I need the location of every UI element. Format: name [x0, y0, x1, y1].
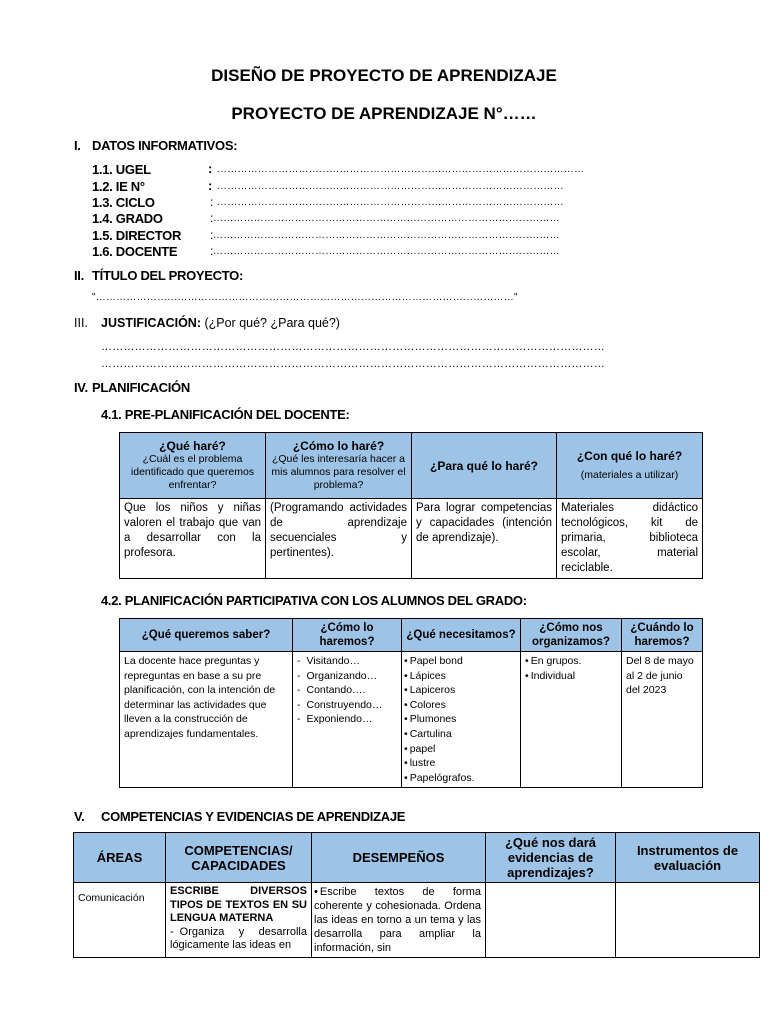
field-label: 1.6. DOCENTE — [92, 244, 178, 259]
field-colon: : — [208, 161, 213, 176]
section-2-number: II. — [74, 268, 84, 283]
table-cell: Para lograr competencias y capacidades (intención de aprendizaje). — [412, 499, 557, 579]
field-colon: : — [208, 178, 213, 193]
table-cell: Del 8 de mayo al 2 de junio del 2023 — [622, 652, 703, 788]
project-title: PROYECTO DE APRENDIZAJE N°…… — [231, 104, 537, 123]
field-value-ugel[interactable]: ……………………………………………………………………………………………… — [217, 164, 585, 175]
table-header: ¿Qué queremos saber? — [120, 619, 293, 652]
materials-list — [404, 654, 516, 785]
section-5-number: V. — [74, 809, 85, 824]
justification-line[interactable]: ……………………………………………………………………………………………………………………… — [101, 341, 605, 353]
capacity-item: - Organiza y desarrolla lógicamente las ideas en — [170, 926, 307, 953]
header-subtitle: ¿Cuál es el problema identificado que queremos enfrentar? — [130, 453, 255, 491]
project-title-line[interactable]: "……………………………………………………………………………………………………………" — [92, 292, 518, 303]
table-cell — [402, 652, 521, 788]
field-label: 1.5. DIRECTOR — [92, 228, 182, 243]
section-5-heading: COMPETENCIAS Y EVIDENCIAS DE APRENDIZAJE — [101, 809, 406, 824]
list-item: • Plumones — [404, 712, 516, 727]
field-colon: : — [210, 244, 214, 258]
field-label: 1.4. GRADO — [92, 211, 163, 226]
table-header: ¿Qué nos dará evidencias de aprendizajes? — [486, 833, 616, 883]
list-item: - Contando…. — [297, 683, 397, 698]
table-cell: Que los niños y niñas valoren el trabajo que van a desarrollar con la profesora. — [120, 499, 266, 579]
subsection-4-2-heading: 4.2. PLANIFICACIÓN PARTICIPATIVA CON LOS ALUMNOS DEL GRADO: — [101, 593, 527, 608]
section-3-number: III. — [74, 316, 88, 330]
field-value-docente[interactable]: ………………………………………………………………………………………… — [213, 246, 560, 257]
section-2-heading: TÍTULO DEL PROYECTO: — [92, 268, 243, 283]
list-item: • Cartulina — [404, 727, 516, 742]
table-header: ¿Cómo nos organizamos? — [521, 619, 622, 652]
table-cell: Materiales didáctico tecnológicos, kit de primaria, biblioteca escolar, material reciclable. — [557, 499, 703, 579]
table-cell — [521, 652, 622, 788]
section-3-subtitle: (¿Por qué? ¿Para qué?) — [201, 316, 340, 330]
field-colon: : — [210, 228, 214, 242]
table-cell-competency — [166, 883, 312, 958]
list-item: • Papel bond — [404, 654, 516, 669]
field-label: 1.1. UGEL — [92, 162, 151, 177]
field-value-director[interactable]: ………………………………………………………………………………………… — [213, 230, 560, 241]
list-item: - Exponiendo… — [297, 712, 397, 727]
organization-list — [525, 654, 617, 683]
section-4-number: IV. — [74, 380, 88, 395]
table-header: ¿Cuándo lo haremos? — [622, 619, 703, 652]
activity-list — [297, 654, 397, 727]
list-item: • Colores — [404, 698, 516, 713]
list-item: - Visitando… — [297, 654, 397, 669]
section-3-heading-line — [101, 316, 340, 330]
justification-line[interactable]: ……………………………………………………………………………………………………………………… — [101, 358, 605, 370]
table-header: ¿Qué necesitamos? — [402, 619, 521, 652]
performance-item: • Escribe textos de forma coherente y cohesionada. Ordena las ideas en torno a un tema y las desarrolla para ampliar la información, sin — [314, 885, 481, 955]
table-cell — [486, 883, 616, 958]
table-header — [557, 433, 703, 499]
field-label: 1.3. CICLO — [92, 195, 155, 210]
table-header: DESEMPEÑOS — [312, 833, 486, 883]
table-header — [266, 433, 412, 499]
header-title: ¿Qué haré? — [159, 439, 226, 453]
table-header — [412, 433, 557, 499]
list-item: • En grupos. — [525, 654, 617, 669]
table-header: ¿Cómo lo haremos? — [293, 619, 402, 652]
list-item: • Individual — [525, 669, 617, 684]
participative-planning-table — [119, 618, 703, 788]
list-item: • papel — [404, 742, 516, 757]
field-value-grado[interactable]: ………………………………………………………………………………………… — [213, 213, 560, 224]
section-1-heading: DATOS INFORMATIVOS: — [92, 138, 238, 153]
section-3-heading: JUSTIFICACIÓN: — [101, 316, 201, 330]
competencies-table — [73, 832, 760, 958]
pre-planning-table — [119, 432, 703, 579]
table-cell-area: Comunicación — [74, 883, 166, 958]
table-cell — [293, 652, 402, 788]
header-title: ¿Cómo lo haré? — [292, 439, 385, 453]
list-item: • lustre — [404, 756, 516, 771]
table-header: ÁREAS — [74, 833, 166, 883]
field-colon: : — [210, 211, 214, 225]
field-colon: : — [210, 195, 214, 209]
table-header: COMPETENCIAS/ CAPACIDADES — [166, 833, 312, 883]
field-value-ciclo[interactable]: ………………………………………………………………………………………… — [217, 197, 564, 208]
table-header — [120, 433, 266, 499]
header-title: ¿Con qué lo haré? — [576, 449, 683, 463]
competency-title: ESCRIBE DIVERSOS TIPOS DE TEXTOS EN SU LENGUA MATERNA — [170, 885, 307, 924]
list-item: • Lapiceros — [404, 683, 516, 698]
list-item: - Organizando… — [297, 669, 397, 684]
header-title: ¿Para qué lo haré? — [429, 458, 539, 473]
list-item: • Papelógrafos. — [404, 771, 516, 786]
document-title: DISEÑO DE PROYECTO DE APRENDIZAJE — [211, 66, 557, 85]
field-value-ie[interactable]: ………………………………………………………………………………………… — [217, 181, 564, 192]
subsection-4-1-heading: 4.1. PRE-PLANIFICACIÓN DEL DOCENTE: — [101, 407, 350, 422]
table-header: Instrumentos de evaluación — [616, 833, 760, 883]
list-item: - Construyendo… — [297, 698, 397, 713]
table-cell-performance — [312, 883, 486, 958]
table-cell: (Programando actividades de aprendizaje secuenciales y pertinentes). — [266, 499, 412, 579]
header-subtitle: ¿Qué les interesaría hacer a mis alumnos para resolver el problema? — [271, 453, 406, 491]
list-item: • Lápices — [404, 669, 516, 684]
table-cell: La docente hace preguntas y repreguntas en base a su pre planificación, con la intención de determinar las actividades que lleven a la construcción de aprendizajes fundamentales. — [120, 652, 293, 788]
section-4-heading: PLANIFICACIÓN — [92, 380, 190, 395]
table-cell — [616, 883, 760, 958]
section-1-number: I. — [74, 138, 81, 153]
field-label: 1.2. IE N° — [92, 179, 145, 194]
header-subtitle: (materiales a utilizar) — [580, 469, 679, 481]
